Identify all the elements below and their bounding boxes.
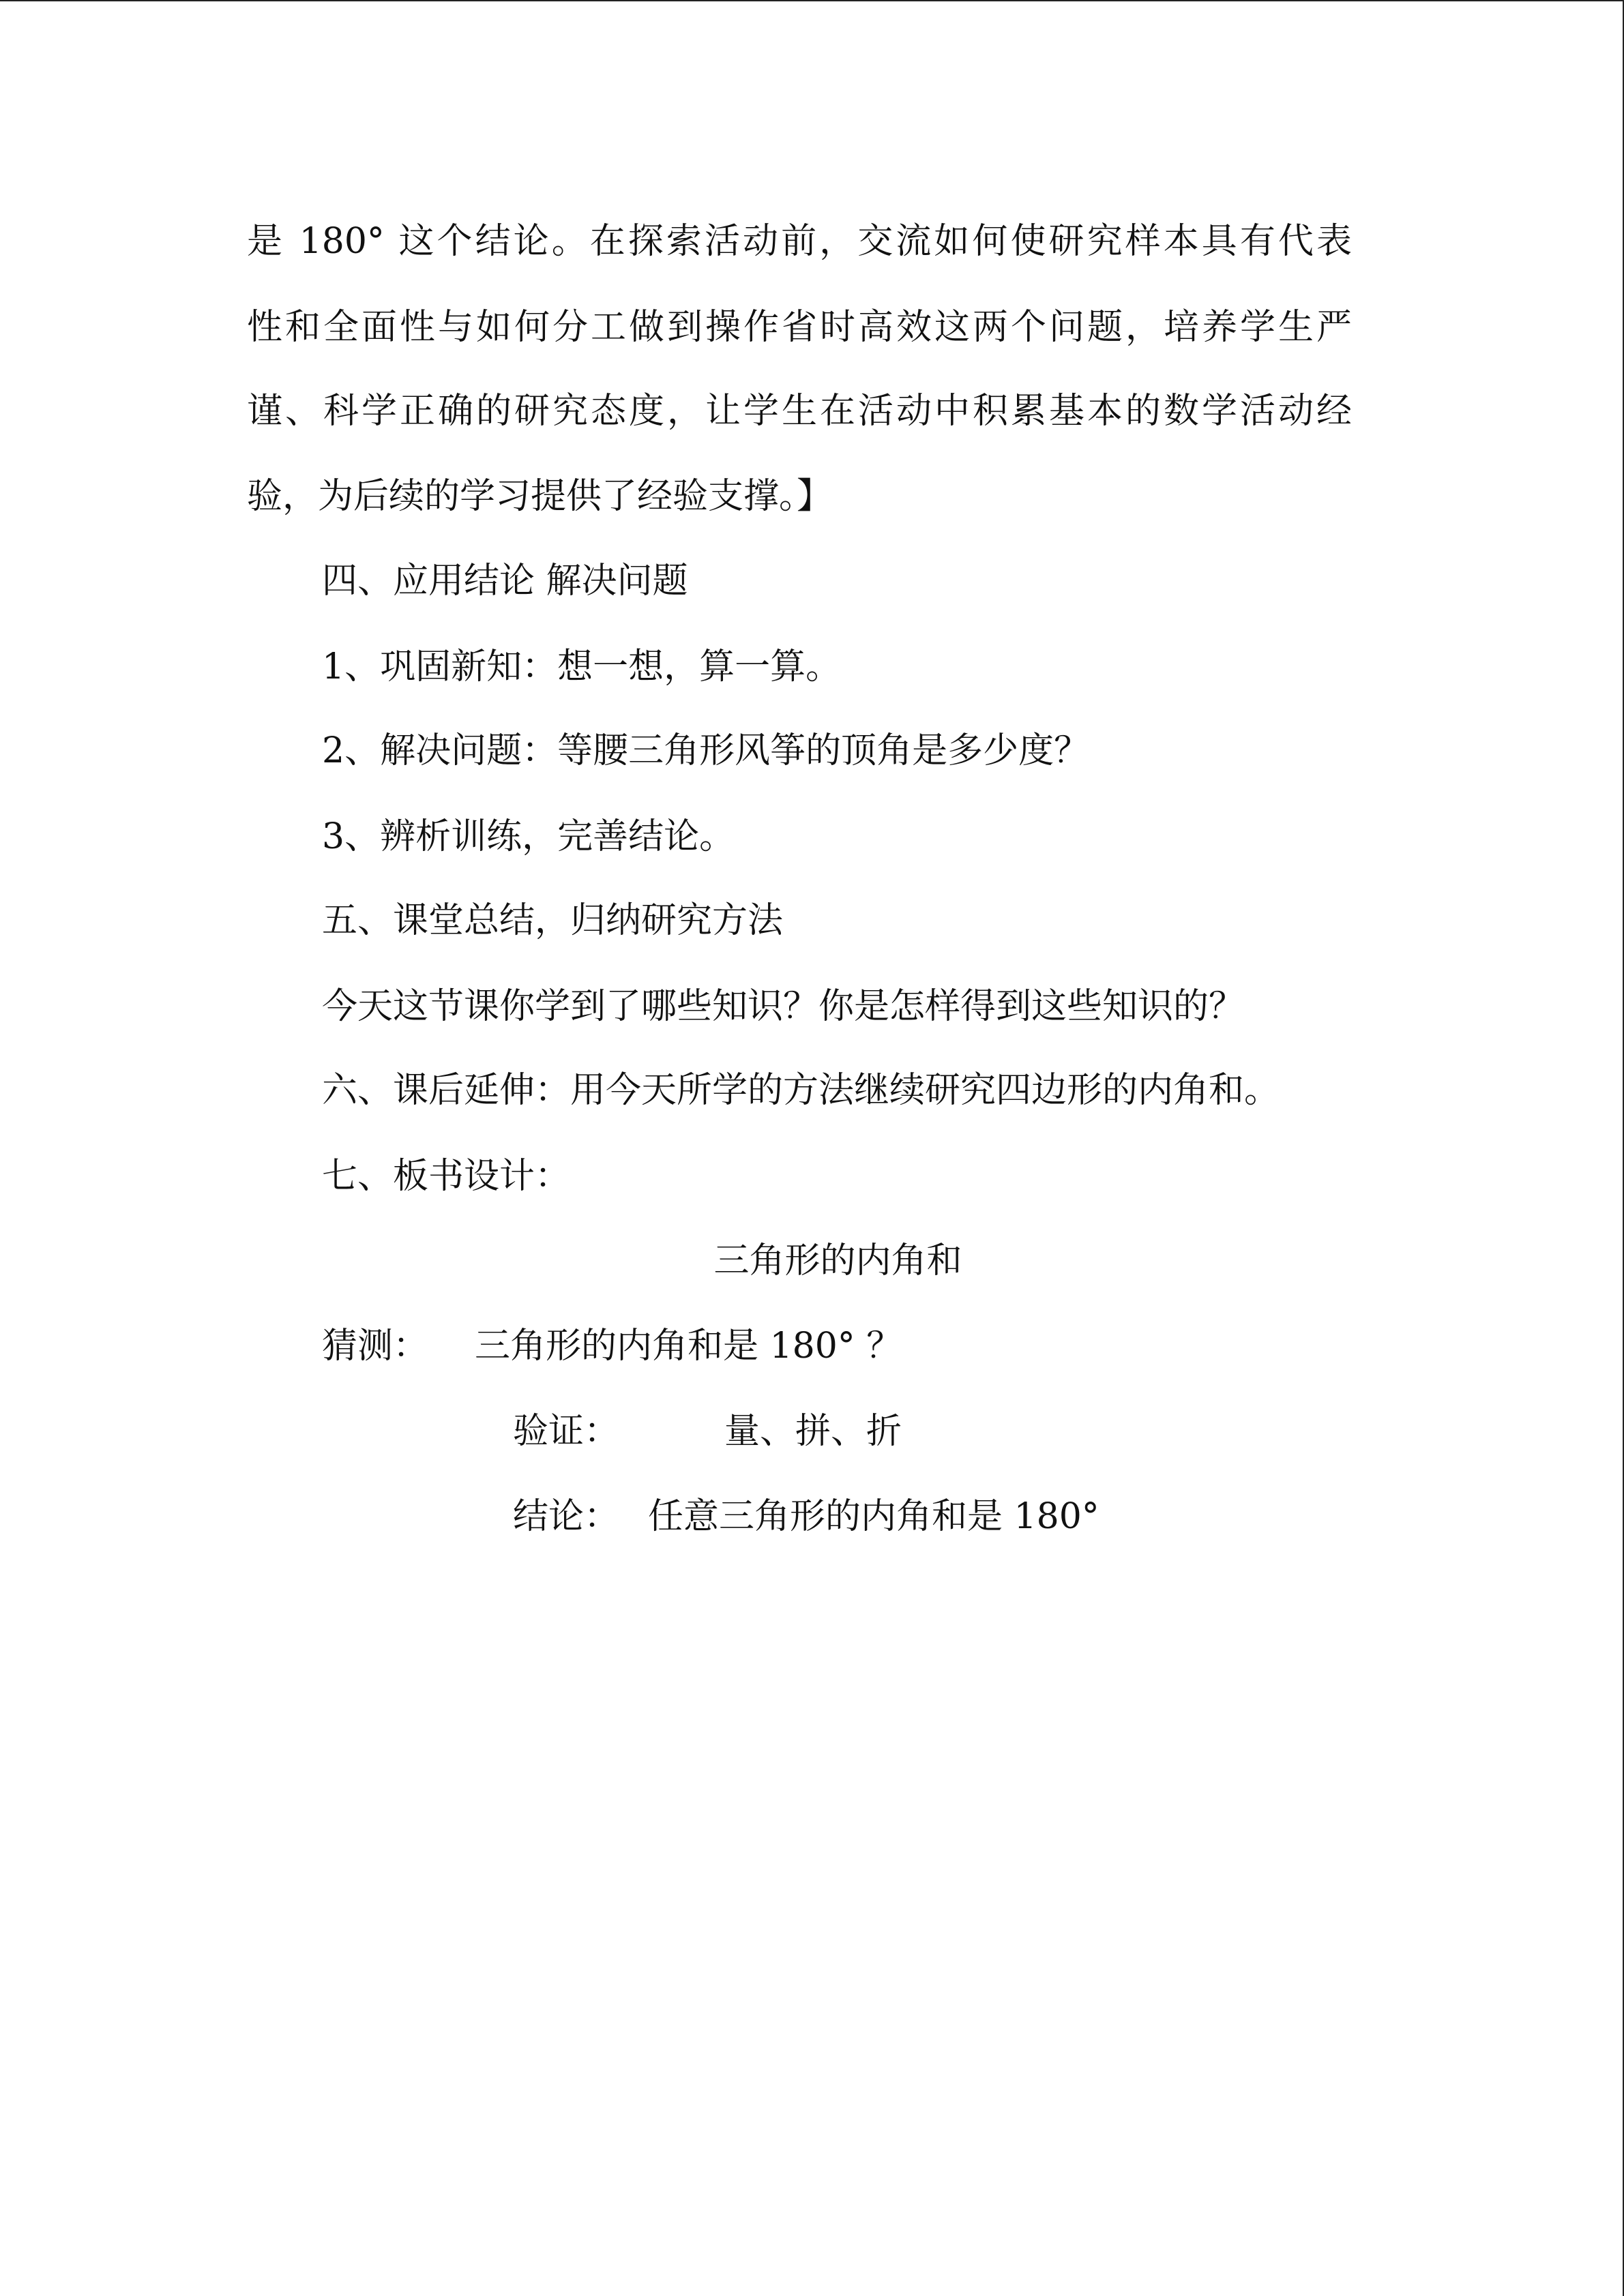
section-5-heading: 五、课堂总结，归纳研究方法 xyxy=(322,900,784,941)
paragraph-line-2: 性和全面性与如何分工做到操作省时高效这两个问题，培养学生严 xyxy=(247,307,1352,348)
board-title: 三角形的内角和 xyxy=(713,1240,962,1281)
section-4-item-2: 2、解决问题：等腰三角形风筝的顶角是多少度？ xyxy=(322,730,1090,771)
paragraph-line-4: 验，为后续的学习提供了经验支撑。】 xyxy=(247,476,833,517)
section-4-item-1: 1、巩固新知：想一想，算一算。 xyxy=(322,646,842,687)
board-verify-text: 量、拼、折 xyxy=(724,1411,902,1452)
section-4-heading: 四、应用结论 解决问题 xyxy=(322,561,688,601)
board-conclusion-label: 结论： xyxy=(513,1496,620,1537)
section-7-heading: 七、板书设计： xyxy=(322,1156,571,1197)
section-6-text: 六、课后延伸：用今天所学的方法继续研究四边形的内角和。 xyxy=(322,1070,1280,1111)
board-guess-label: 猜测： xyxy=(322,1326,429,1367)
section-4-item-3: 3、辨析训练，完善结论。 xyxy=(322,816,735,857)
board-conclusion-text: 任意三角形的内角和是 180° xyxy=(648,1496,1099,1537)
board-verify-label: 验证： xyxy=(513,1411,620,1452)
section-5-text: 今天这节课你学到了哪些知识？你是怎样得到这些知识的？ xyxy=(322,986,1245,1027)
board-guess-text: 三角形的内角和是 180° ？ xyxy=(475,1326,902,1367)
paragraph-line-3: 谨、科学正确的研究态度，让学生在活动中积累基本的数学活动经 xyxy=(247,391,1352,432)
paragraph-line-1: 是 180° 这个结论。在探索活动前，交流如何使研究样本具有代表 xyxy=(247,221,1352,262)
